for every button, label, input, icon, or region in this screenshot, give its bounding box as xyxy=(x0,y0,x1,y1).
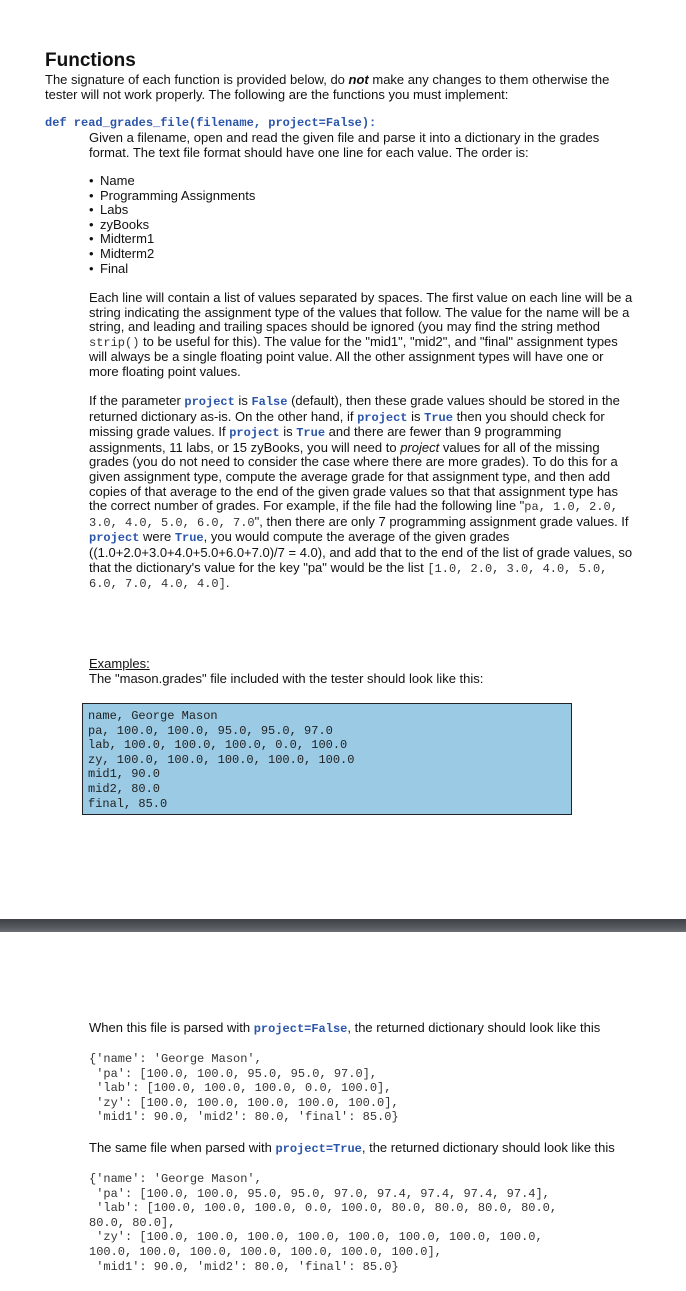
list-item: • Labs xyxy=(89,203,255,218)
parse-false-description: When this file is parsed with project=False, the returned dictionary should look like this xyxy=(89,1020,601,1036)
list-item: • Final xyxy=(89,262,255,277)
inline-code-false: False xyxy=(251,395,288,409)
inline-code-true: True xyxy=(296,426,326,441)
format-paragraph: Each line will contain a list of values separated by spaces. The first value on each line will be a string indicating the assignment type of the values that follow. The value for the name will be a string, and leading and trailing spaces should be ignored (you may find the string method strip() to be useful for this). The value for the "mid1", "mid2", and "final" assignment types will always be a single floating point value. All the other assignment types will have one or more floating point values. xyxy=(89,290,633,379)
emphasis-project: project xyxy=(400,439,440,455)
examples-intro: The "mason.grades" file included with the tester should look like this: xyxy=(89,671,484,686)
file-line: pa, 100.0, 100.0, 95.0, 95.0, 97.0 xyxy=(88,723,333,738)
file-contents-box xyxy=(82,703,572,815)
inline-code-strip: strip() xyxy=(89,335,140,350)
intro-paragraph: The signature of each function is provided below, do not make any changes to them otherwise the tester will not work properly. The following are the functions you must implement: xyxy=(45,72,610,102)
inline-code-project: project xyxy=(229,426,280,441)
emphasis-not: not xyxy=(348,72,369,87)
inline-code-line-example: pa, 1.0, 2.0, 3.0, 4.0, 5.0, 6.0, 7.0 xyxy=(89,500,618,530)
file-line: final, 85.0 xyxy=(88,796,168,811)
field-order-list xyxy=(89,174,255,276)
file-line: lab, 100.0, 100.0, 100.0, 0.0, 100.0 xyxy=(88,738,348,753)
list-item: • Programming Assignments xyxy=(89,189,255,204)
file-line: mid1, 90.0 xyxy=(88,767,161,782)
inline-code-true: True xyxy=(424,410,453,425)
file-line: zy, 100.0, 100.0, 100.0, 100.0, 100.0 xyxy=(88,752,355,767)
inline-code-project: project xyxy=(184,395,235,409)
inline-code-project-false: project=False xyxy=(253,1022,348,1036)
dict-output-false: {'name': 'George Mason', 'pa': [100.0, 100.0, 95.0, 95.0, 97.0], 'lab': [100.0, 100.0, 100.0, 0.0, 100.0], 'zy': [100.0, 100.0, 100.0, 100.0, 100.0], 'mid1': 90.0, 'mid2': 80.0, 'final': 85.0} xyxy=(89,1052,399,1125)
page-divider xyxy=(0,919,686,932)
inline-code-true: True xyxy=(174,531,204,546)
list-item: • Midterm2 xyxy=(89,247,255,262)
list-item: • Midterm1 xyxy=(89,232,255,247)
file-line: name, George Mason xyxy=(88,709,218,723)
dict-output-true: {'name': 'George Mason', 'pa': [100.0, 100.0, 95.0, 95.0, 97.0, 97.4, 97.4, 97.4, 97.4], 'lab': [100.0, 100.0, 100.0, 0.0, 100.0, 80.0, 80.0, 80.0, 80.0, 80.0, 80.0], 'zy': [100.0, 100.0, 100.0, 100.0, 100.0, 100.0, 100.0, 100.0, 100.0, 100.0, 100.0, 100.0, 100.0, 100.0, 100.0], 'mid1': 90.0, 'mid2': 80.0, 'final': 85.0} xyxy=(89,1172,558,1274)
page-title: Functions xyxy=(45,50,136,71)
project-paragraph: If the parameter project is False (default), then these grade values should be stored in the returned dictionary as-is. On the other hand, if project is True then you should check for missing grade values. If project is True and there are fewer than 9 programming assignments, 11 labs, or 15 zyBooks, you will need to project values for all of the missing grades (you do not need to consider the case where there are more grades). To do this for a given assignment type, compute the average grade for that assignment type, and then add copies of that average to the end of the given grade values so that that assignment type has the correct number of grades. For example, if the file had the following line "pa, 1.0, 2.0, 3.0, 4.0, 5.0, 6.0, 7.0", then there are only 7 programming assignment grade values. If project were True, you would compute the average of the given grades ((1.0+2.0+3.0+4.0+5.0+6.0+7.0)/7 = 4.0), and add that to the end of the list of grade values, so that the dictionary's value for the key "pa" would be the list [1.0, 2.0, 3.0, 4.0, 5.0, 6.0, 7.0, 4.0, 4.0]. xyxy=(89,393,633,592)
file-line: mid2, 80.0 xyxy=(88,781,161,796)
parse-true-description: The same file when parsed with project=True, the returned dictionary should look like this xyxy=(89,1140,615,1156)
inline-code-project: project xyxy=(357,410,408,425)
inline-code-list-example: [1.0, 2.0, 3.0, 4.0, 5.0, 6.0, 7.0, 4.0, 4.0] xyxy=(89,561,608,592)
inline-code-project: project xyxy=(89,531,140,546)
list-item: • zyBooks xyxy=(89,218,255,233)
examples-heading: Examples: xyxy=(89,656,150,671)
list-item: • Name xyxy=(89,174,255,189)
inline-code-project-true: project=True xyxy=(275,1142,362,1156)
function-signature: def read_grades_file(filename, project=False): xyxy=(45,116,377,130)
function-description: Given a filename, open and read the given file and parse it into a dictionary in the grades format. The text file format should have one line for each value. The order is: xyxy=(89,130,600,160)
